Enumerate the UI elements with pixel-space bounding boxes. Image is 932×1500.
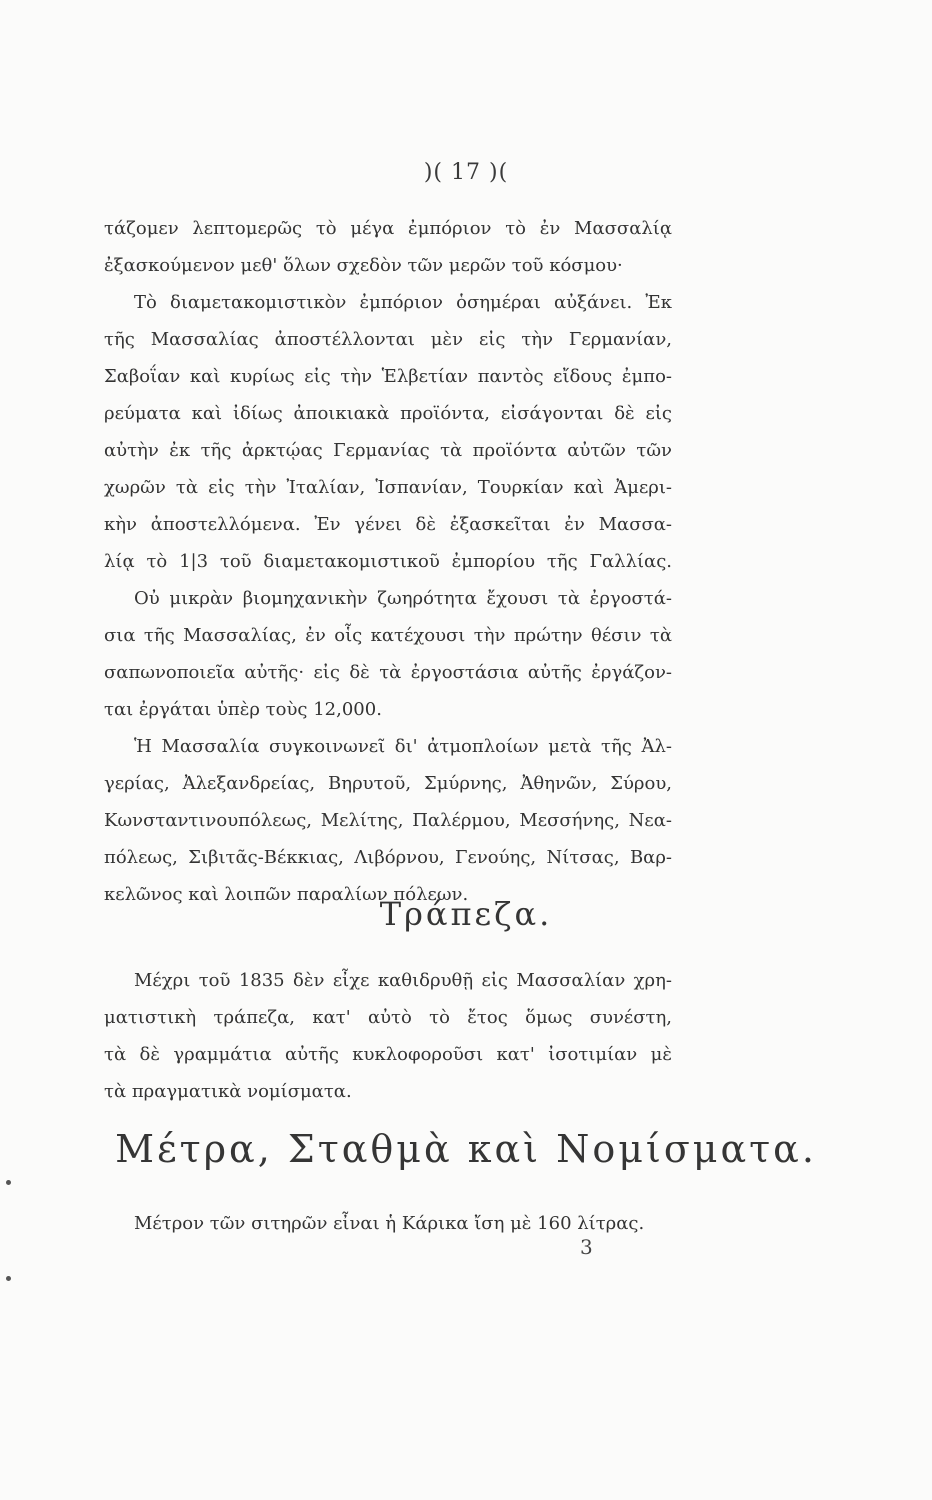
text-line: τὰ δὲ γραμμάτια αὐτῆς κυκλοφοροῦσι κατ' ἰσοτιμίαν μὲ: [104, 1044, 672, 1065]
text-line: πόλεως, Σιβιτᾶς-Βέκκιας, Λιβόρνου, Γενούης, Νίτσας, Βαρ-: [104, 847, 672, 868]
text-block-commerce: [104, 210, 672, 913]
section-heading-measures: Μέτρα, Σταθμὰ καὶ Νομίσματα.: [115, 1127, 817, 1171]
text-line: κὴν ἀποστελλόμενα. Ἐν γένει δὲ ἐξασκεῖται ἐν Μασσα-: [104, 514, 672, 535]
text-line: λίᾳ τὸ 1|3 τοῦ διαμετακομιστικοῦ ἐμπορίου τῆς Γαλλίας.: [104, 551, 672, 572]
text-line: Σαβοΐαν καὶ κυρίως εἰς τὴν Ἑλβετίαν παντὸς εἴδους ἐμπο-: [104, 366, 672, 387]
text-line: Μέχρι τοῦ 1835 δὲν εἶχε καθιδρυθῇ εἰς Μασσαλίαν χρη-: [134, 970, 672, 991]
text-line: σια τῆς Μασσαλίας, ἐν οἷς κατέχουσι τὴν πρώτην θέσιν τὰ: [104, 625, 672, 646]
text-block-bank: [104, 962, 672, 1110]
text-line: ρεύματα καὶ ἰδίως ἀποικιακὰ προϊόντα, εἰσάγονται δὲ εἰς: [104, 403, 672, 424]
text-line: Ἡ Μασσαλία συγκοινωνεῖ δι' ἀτμοπλοίων μετὰ τῆς Ἀλ-: [134, 736, 672, 757]
text-line: Οὐ μικρὰν βιομηχανικὴν ζωηρότητα ἔχουσι τὰ ἐργοστά-: [134, 588, 672, 609]
text-line: ἐξασκούμενον μεθ' ὅλων σχεδὸν τῶν μερῶν τοῦ κόσμου·: [104, 255, 623, 276]
printer-signature: 3: [580, 1235, 593, 1259]
text-line: Κωνσταντινουπόλεως, Μελίτης, Παλέρμου, Μεσσήνης, Νεα-: [104, 810, 672, 831]
text-line: Μέτρον τῶν σιτηρῶν εἶναι ἡ Κάρικα ἴση μὲ 160 λίτρας.: [134, 1213, 645, 1234]
scan-speck: [6, 1180, 11, 1185]
text-line: ται ἐργάται ὑπὲρ τοὺς 12,000.: [104, 699, 382, 720]
text-line: τῆς Μασσαλίας ἀποστέλλονται μὲν εἰς τὴν Γερμανίαν,: [104, 329, 672, 350]
page-number: )( 17 )(: [423, 160, 509, 185]
text-line: τὰ πραγματικὰ νομίσματα.: [104, 1081, 352, 1102]
text-line: χωρῶν τὰ εἰς τὴν Ἰταλίαν, Ἱσπανίαν, Τουρκίαν καὶ Ἀμερι-: [104, 477, 672, 498]
text-line: κελῶνος καὶ λοιπῶν παραλίων πόλεων.: [104, 884, 469, 905]
text-line: ματιστικὴ τράπεζα, κατ' αὐτὸ τὸ ἔτος ὅμως συνέστη,: [104, 1007, 672, 1028]
text-line: γερίας, Ἀλεξανδρείας, Βηρυτοῦ, Σμύρνης, Ἀθηνῶν, Σύρου,: [104, 773, 672, 794]
scan-speck: [6, 1276, 11, 1281]
text-line: Τὸ διαμετακομιστικὸν ἐμπόριον ὁσημέραι αὐξάνει. Ἐκ: [134, 292, 672, 313]
text-line: τάζομεν λεπτομερῶς τὸ μέγα ἐμπόριον τὸ ἐν Μασσαλίᾳ: [104, 218, 672, 239]
text-line: αὐτὴν ἐκ τῆς ἀρκτῴας Γερμανίας τὰ προϊόντα αὐτῶν τῶν: [104, 440, 672, 461]
text-line: σαπωνοποιεῖα αὐτῆς· εἰς δὲ τὰ ἐργοστάσια αὐτῆς ἐργάζον-: [104, 662, 672, 683]
section-heading-bank: Τράπεζα.: [379, 895, 553, 933]
